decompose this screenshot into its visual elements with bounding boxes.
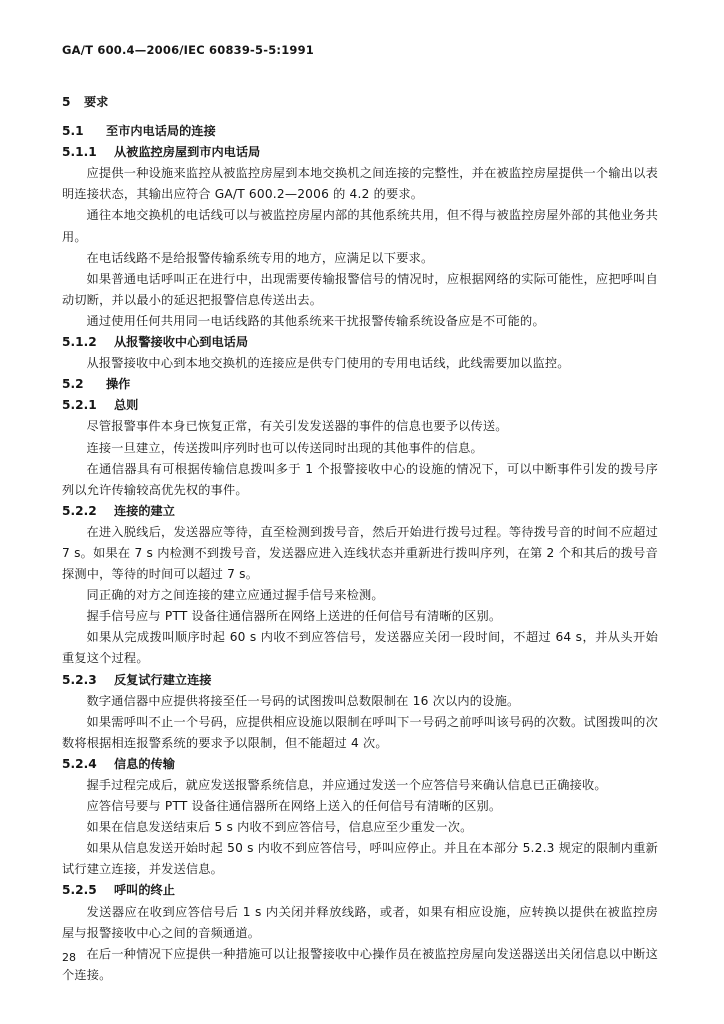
section-number: 5.2.3 [62, 672, 97, 687]
paragraph: 如果需呼叫不止一个号码，应提供相应设施以限制在呼叫下一号码之前呼叫该号码的次数。试图拨叫的次数将根据相连报警系统的要求予以限制，但不能超过 4 次。 [62, 714, 658, 750]
paragraph: 应答信号要与 PTT 设备往通信器所在网络上送入的任何信号有清晰的区别。 [86, 799, 502, 814]
document-body [62, 92, 658, 986]
paragraph: 发送器应在收到应答信号后 1 s 内关闭并释放线路，或者，如果有相应设施，应转换以提供在被监控房屋与报警接收中心之间的音频通道。 [62, 904, 658, 940]
section-heading [62, 92, 658, 113]
section-number: 5.2.2 [62, 503, 97, 518]
page-number: 28 [62, 951, 76, 964]
section-number: 5.1.2 [62, 335, 97, 350]
section-number: 5.2.5 [62, 883, 97, 898]
section-heading [62, 121, 658, 142]
section-heading [62, 395, 658, 416]
section-heading [62, 374, 658, 395]
paragraph: 在后一种情况下应提供一种措施可以让报警接收中心操作员在被监控房屋向发送器送出关闭信息以中断这个连接。 [62, 946, 658, 982]
paragraph: 握手信号应与 PTT 设备往通信器所在网络上送进的任何信号有清晰的区别。 [86, 609, 502, 624]
section-title: 至市内电话局的连接 [106, 124, 216, 139]
section-title: 连接的建立 [114, 503, 175, 518]
section-number: 5.2 [62, 377, 84, 392]
paragraph: 从报警接收中心到本地交换机的连接应是供专门使用的专用电话线，此线需要加以监控。 [86, 356, 570, 371]
section-title: 从报警接收中心到电话局 [114, 335, 249, 350]
section-title: 呼叫的终止 [114, 883, 175, 898]
section-heading [62, 332, 658, 353]
section-heading [62, 142, 658, 163]
paragraph: 通过使用任何共用同一电话线路的其他系统来干扰报警传输系统设备应是不可能的。 [86, 313, 545, 328]
section-title: 要求 [84, 95, 109, 109]
paragraph: 在进入脱线后，发送器应等待，直至检测到拨号音，然后开始进行拨号过程。等待拨号音的时间不应超过 7 s。如果在 7 s 内检测不到拨号音，发送器应进入连线状态并重新进行拨叫序列，在第 2 个和其后的拨号音探测中，等待的时间可以超过 7 s。 [62, 524, 658, 582]
section-heading [62, 880, 658, 901]
paragraph: 如果在信息发送结束后 5 s 内收不到应答信号，信息应至少重发一次。 [86, 820, 473, 835]
paragraph: 同正确的对方之间连接的建立应通过握手信号来检测。 [86, 588, 384, 603]
section-number: 5 [62, 95, 71, 109]
paragraph: 如果从完成拨叫顺序时起 60 s 内收不到应答信号，发送器应关闭一段时间，不超过 64 s，并从头开始重复这个过程。 [62, 630, 658, 666]
section-heading [62, 754, 658, 775]
paragraph: 通往本地交换机的电话线可以与被监控房屋内部的其他系统共用，但不得与被监控房屋外部的其他业务共用。 [62, 208, 658, 244]
paragraph: 尽管报警事件本身已恢复正常，有关引发发送器的事件的信息也要予以传送。 [86, 419, 508, 434]
section-heading [62, 670, 658, 691]
paragraph: 在通信器具有可根据传输信息拨叫多于 1 个报警接收中心的设施的情况下，可以中断事件引发的拨号序列以允许传输较高优先权的事件。 [62, 461, 658, 497]
section-number: 5.1.1 [62, 145, 97, 160]
standard-header: GA/T 600.4—2006/IEC 60839-5-5:1991 [62, 43, 315, 57]
section-number: 5.2.1 [62, 398, 97, 413]
section-heading [62, 501, 658, 522]
section-title: 反复试行建立连接 [114, 672, 212, 687]
paragraph: 连接一旦建立，传送拨叫序列时也可以传送同时出现的其他事件的信息。 [86, 440, 483, 455]
section-title: 总则 [114, 398, 139, 413]
section-title: 从被监控房屋到市内电话局 [114, 145, 261, 160]
paragraph: 数字通信器中应提供将接至任一号码的试图拨叫总数限制在 16 次以内的设施。 [86, 693, 520, 708]
section-number: 5.2.4 [62, 756, 97, 771]
paragraph: 如果普通电话呼叫正在进行中，出现需要传输报警信号的情况时，应根据网络的实际可能性，应把呼叫自动切断，并以最小的延迟把报警信息传送出去。 [62, 271, 658, 307]
paragraph: 应提供一种设施来监控从被监控房屋到本地交换机之间连接的完整性，并在被监控房屋提供一个输出以表明连接状态，其输出应符合 GA/T 600.2—2006 的 4.2 的要求。 [62, 166, 658, 202]
section-title: 操作 [106, 377, 131, 392]
paragraph: 如果从信息发送开始时起 50 s 内收不到应答信号，呼叫应停止。并且在本部分 5.2.3 规定的限制内重新试行建立连接，并发送信息。 [62, 841, 658, 877]
paragraph: 握手过程完成后，就应发送报警系统信息，并应通过发送一个应答信号来确认信息已正确接收。 [86, 778, 607, 792]
paragraph: 在电话线路不是给报警传输系统专用的地方，应满足以下要求。 [86, 250, 434, 265]
section-title: 信息的传输 [114, 756, 175, 771]
section-number: 5.1 [62, 124, 84, 139]
